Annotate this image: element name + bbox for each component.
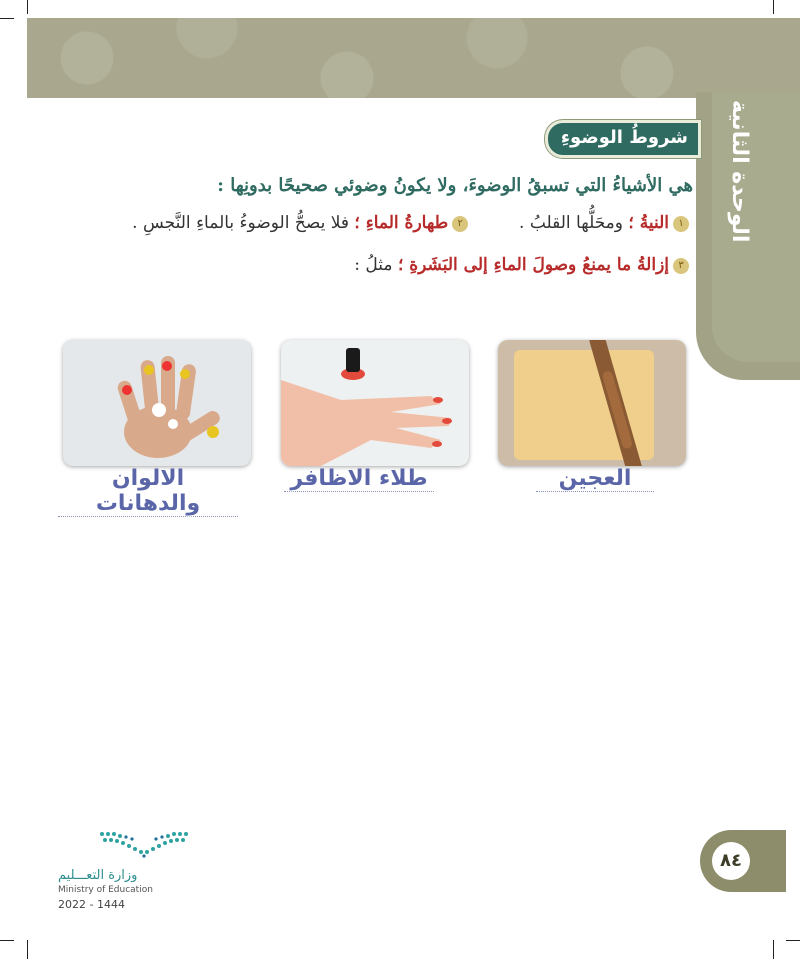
- dough-image: [498, 340, 686, 466]
- section-title: شروطُ الوضوءِ: [560, 127, 688, 148]
- nail-polish-image: [281, 340, 469, 466]
- hand-with-paint-illustration: [63, 340, 251, 466]
- caption-nail-polish: طلاء الاظافر: [284, 466, 434, 492]
- page-number: ٨٤: [712, 842, 750, 880]
- condition-term-water-purity: طهارةُ الماءِ ؛: [354, 213, 449, 233]
- section-title-pill: [545, 120, 701, 158]
- edition-year: 2022 - 1444: [58, 898, 125, 911]
- header-band: [27, 18, 800, 98]
- condition-text-example: مثلُ :: [354, 255, 393, 275]
- crop-mark: [786, 940, 800, 941]
- caption-dough: العجين: [536, 466, 654, 492]
- conditions-line-1: [132, 213, 693, 233]
- condition-term-intention: النيةُ ؛: [628, 213, 669, 233]
- nail-polish-illustration: [281, 340, 469, 466]
- crop-mark: [27, 0, 28, 14]
- condition-term-remove-barrier: إزالةُ ما يمنعُ وصولَ الماءِ إلى البَشَرةِ ؛: [397, 255, 669, 275]
- dough-illustration: [498, 340, 686, 466]
- number-badge-2: ٢: [452, 216, 468, 232]
- crop-mark: [773, 940, 774, 959]
- ministry-name-ar: وزارة التعـــليم: [58, 868, 138, 883]
- conditions-line-2: [354, 255, 693, 275]
- unit-label: الوحدة الثانية: [727, 99, 752, 243]
- crop-mark: [0, 940, 14, 941]
- number-badge-1: ١: [673, 216, 689, 232]
- crop-mark: [0, 18, 14, 19]
- caption-paints: الالوان والدهانات: [58, 466, 238, 517]
- number-badge-3: ٣: [673, 258, 689, 274]
- ministry-name-en: Ministry of Education: [58, 885, 153, 895]
- intro-text: هي الأشياءُ التي تسبقُ الوضوءَ، ولا يكونُ وضوئي صحيحًا بدونِها :: [217, 175, 693, 196]
- condition-text-water-purity: فلا يصحُّ الوضوءُ بالماءِ النَّجسِ .: [132, 213, 349, 233]
- condition-text-intention: ومحَلُّها القلبُ .: [519, 213, 623, 233]
- paint-hand-image: [63, 340, 251, 466]
- crop-mark: [773, 0, 774, 14]
- crop-mark: [27, 940, 28, 959]
- ministry-logo-icon: [98, 828, 190, 866]
